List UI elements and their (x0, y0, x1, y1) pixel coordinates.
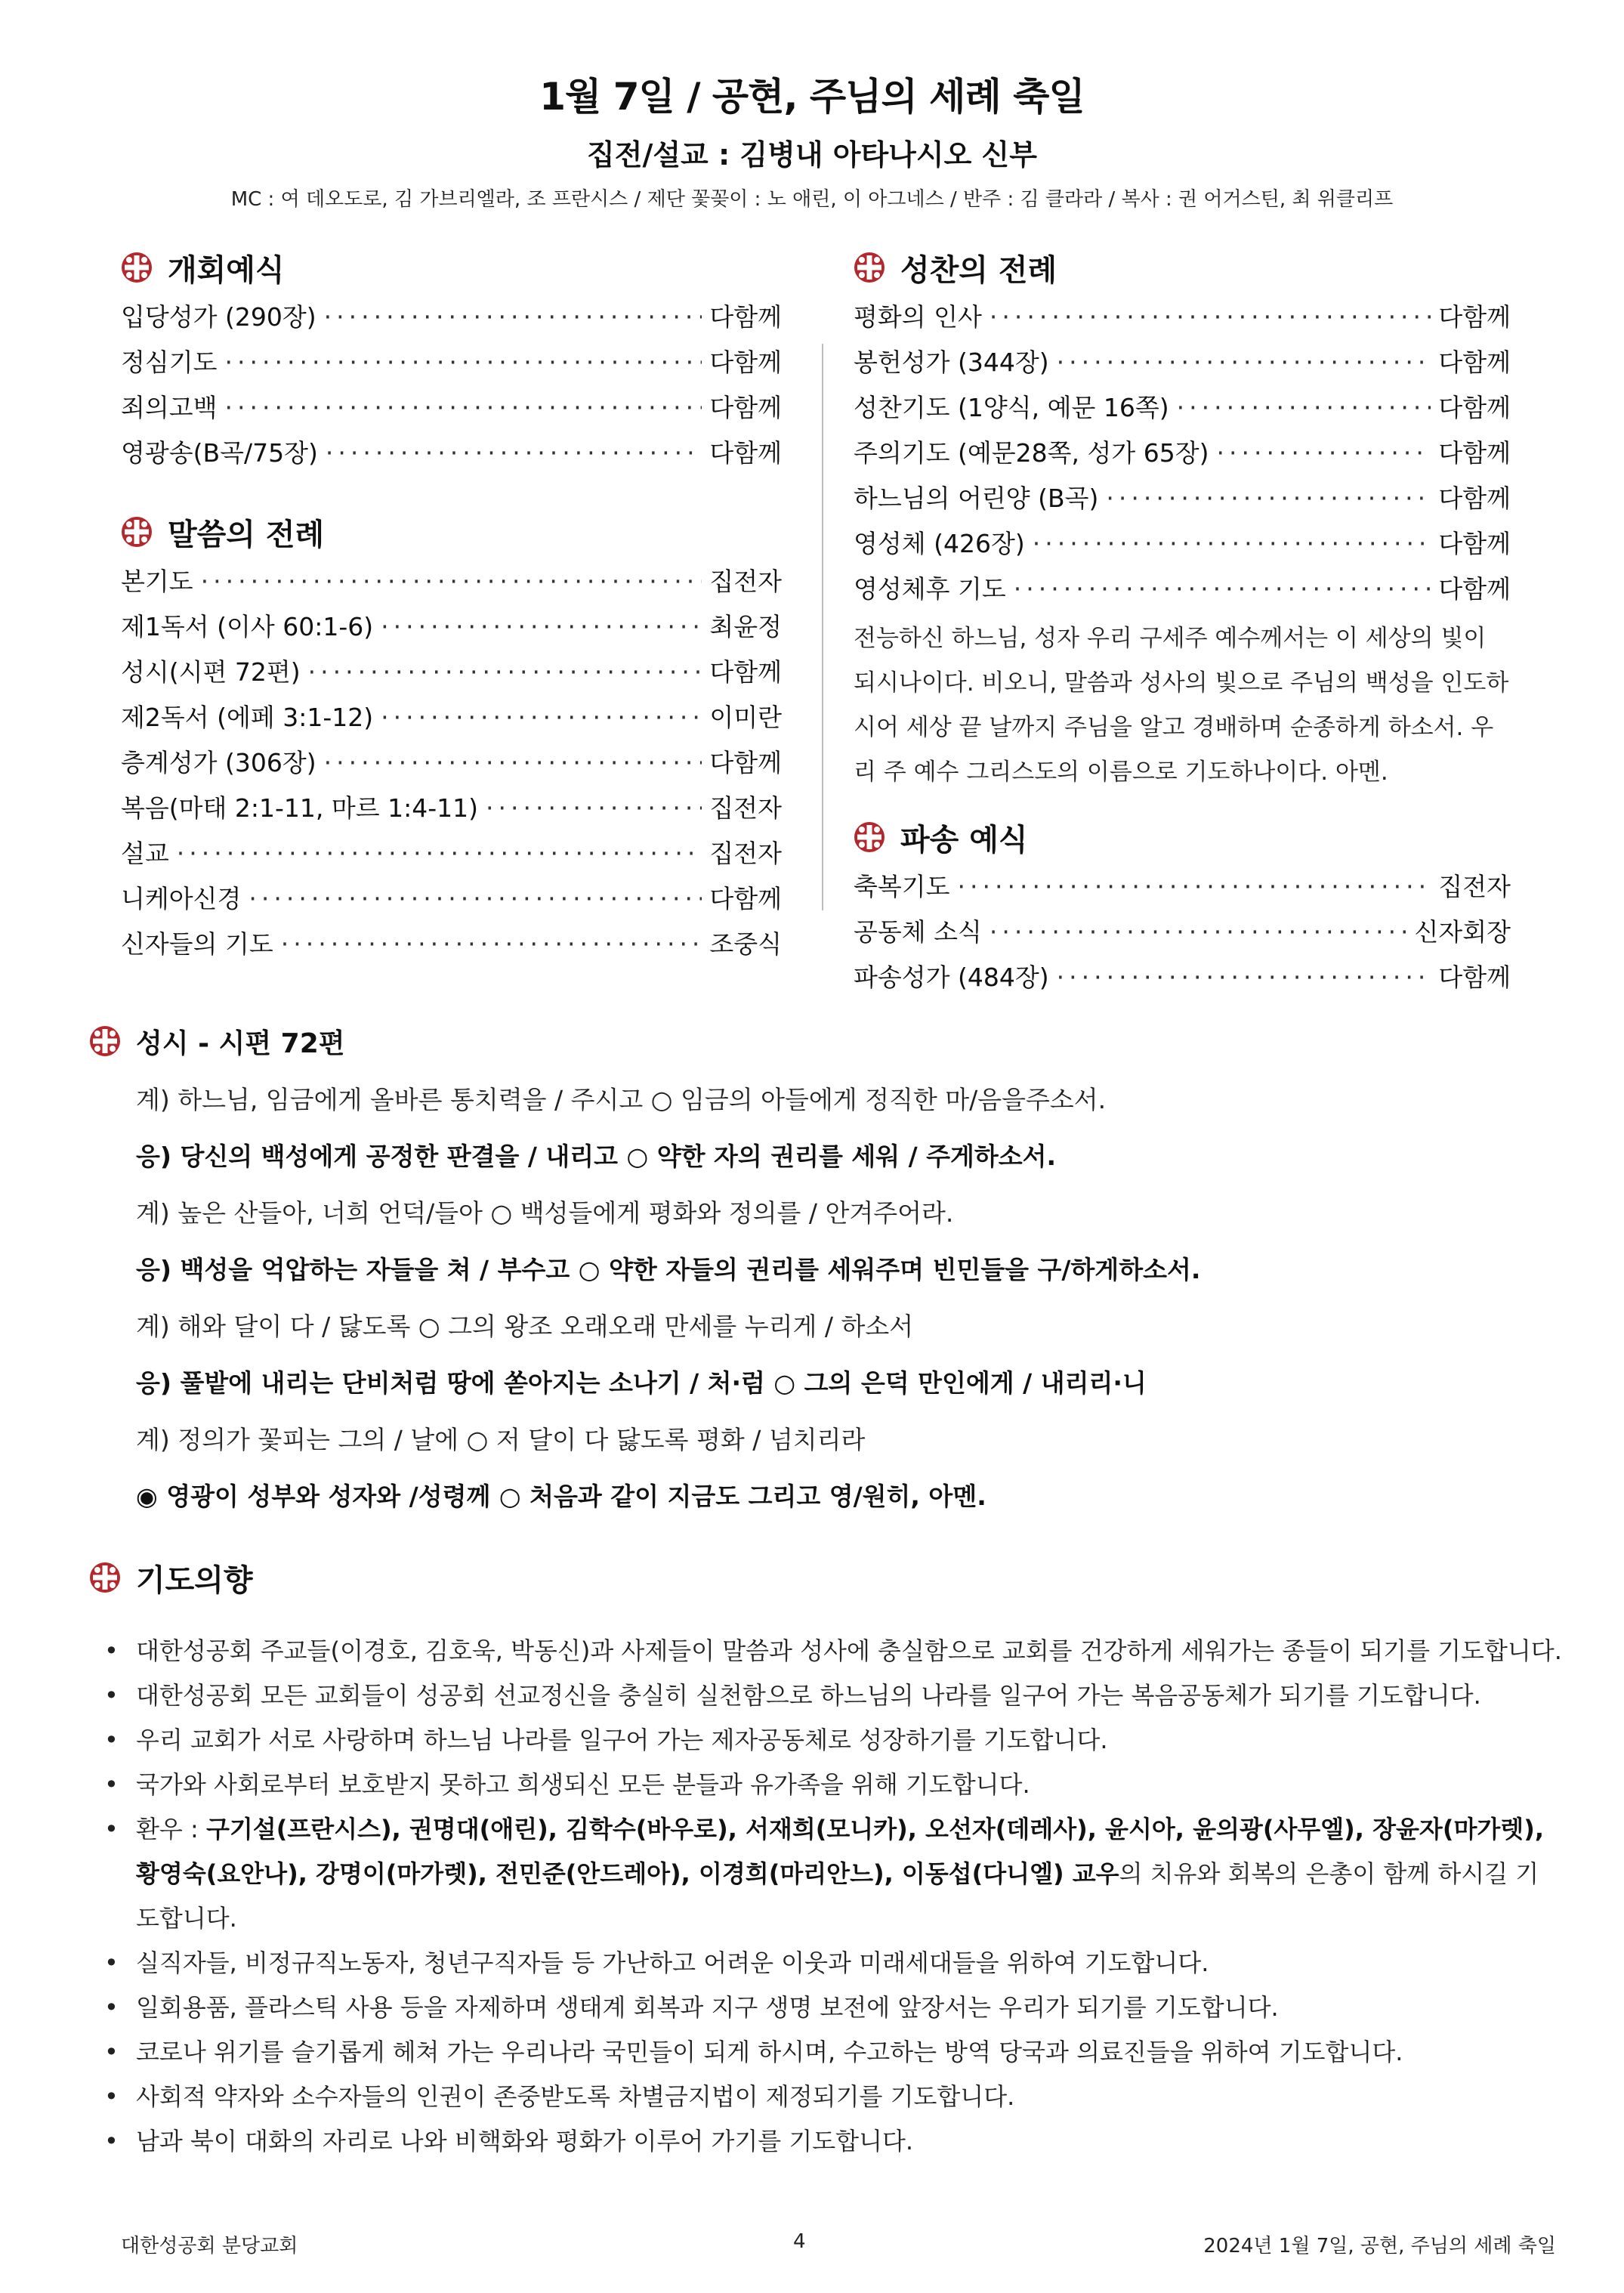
bullet-icon: • (104, 1636, 119, 1665)
dot-leader (381, 604, 702, 650)
service-item-label: 입당성가 (290장) (121, 302, 316, 332)
page-title: 1월 7일 / 공현, 주님의 세례 축일 (539, 75, 1085, 119)
service-item (121, 876, 782, 922)
footer-church-name: 대한성공회 분당교회 (121, 2235, 298, 2257)
service-item (121, 695, 782, 740)
service-item (854, 567, 1511, 612)
celebrant-line: 집전/설교 : 김병내 아타나시오 신부 (587, 138, 1037, 172)
service-item (121, 604, 782, 650)
dot-leader (1216, 431, 1431, 476)
intention-item (89, 1986, 1562, 2030)
service-item-label: 평화의 인사 (854, 302, 982, 332)
dot-leader (1033, 521, 1431, 567)
dot-leader (249, 876, 702, 922)
service-item-leader: 다함께 (1438, 302, 1511, 332)
service-item (854, 295, 1511, 340)
dot-leader (324, 740, 702, 786)
psalm-versicle-line: 계) 높은 산들아, 너희 언덕/들아 ○ 백성들에게 평화와 정의를 / 안겨주어라. (136, 1198, 954, 1228)
service-item-label: 제2독서 (에페 3:1-12) (121, 703, 374, 732)
service-item-label: 정심기도 (121, 348, 218, 377)
service-item-label: 층계성가 (306장) (121, 748, 316, 777)
right-column (854, 240, 1511, 1000)
intention-item (89, 2119, 1562, 2164)
service-item-leader: 집전자 (1438, 872, 1511, 901)
intentions-section (89, 1550, 1562, 2164)
service-item (854, 476, 1511, 521)
section-heading-intentions (89, 1550, 1562, 1605)
section-title: 성시 - 시편 72편 (136, 1028, 345, 1059)
service-item (121, 922, 782, 967)
intention-text: 대한성공회 주교들(이경호, 김호욱, 박동신)과 사제들이 말씀과 성사에 충실함으로 교회를 건강하게 세워가는 종들이 되기를 기도합니다. (136, 1636, 1562, 1665)
service-item (121, 385, 782, 431)
eucharist-list (854, 295, 1511, 612)
dot-leader (1014, 567, 1431, 612)
word-list (121, 559, 782, 967)
service-item-leader: 집전자 (709, 567, 782, 596)
intention-text: 사회적 약자와 소수자들의 인권이 존중받도록 차별금지법이 제정되기를 기도합니다. (136, 2082, 1015, 2111)
service-item-label: 공동체 소식 (854, 917, 982, 947)
dot-leader (225, 385, 702, 431)
service-item-leader: 집전자 (709, 839, 782, 868)
dismissal-list (854, 864, 1511, 1000)
service-item (854, 431, 1511, 476)
service-item (854, 910, 1511, 955)
psalm-lines (136, 1071, 1562, 1525)
bullet-icon: • (104, 1681, 119, 1710)
service-item (121, 340, 782, 385)
service-item-leader: 집전자 (709, 793, 782, 823)
bullet-icon: • (104, 1815, 119, 1843)
service-item (121, 431, 782, 476)
service-item-leader: 다함께 (709, 302, 782, 332)
service-item-leader: 다함께 (1438, 393, 1511, 422)
service-item-leader: 다함께 (1438, 438, 1511, 468)
bullet-icon: • (104, 1770, 119, 1799)
dot-leader (1177, 385, 1431, 431)
psalm-response-line: 응) 백성을 억압하는 자들을 쳐 / 부수고 ○ 약한 자들의 권리를 세워주며 빈민들을 구/하게하소서. (136, 1255, 1201, 1284)
bullet-icon: • (104, 2082, 119, 2111)
service-item (121, 831, 782, 876)
intention-text: 남과 북이 대화의 자리로 나와 비핵화와 평화가 이루어 가기를 기도합니다. (136, 2127, 914, 2155)
section-title: 개회예식 (168, 252, 285, 288)
service-item-label: 영성체후 기도 (854, 574, 1006, 604)
intention-item (89, 1718, 1562, 1763)
dot-leader (308, 650, 702, 695)
section-heading-eucharist (854, 240, 1511, 295)
service-item-label: 성시(시편 72편) (121, 657, 301, 687)
intention-text: 코로나 위기를 슬기롭게 헤쳐 가는 우리나라 국민들이 되게 하시며, 수고하는 방역 당국과 의료진들을 위하여 기도합니다. (136, 2038, 1403, 2066)
service-item-label: 파송성가 (484장) (854, 963, 1049, 992)
service-item-leader: 이미란 (709, 703, 782, 732)
intention-item (89, 2075, 1562, 2119)
bullet-icon: • (104, 2127, 119, 2155)
service-item-leader: 다함께 (1438, 484, 1511, 513)
service-item-leader: 다함께 (1438, 529, 1511, 558)
bullet-icon: • (104, 1993, 119, 2022)
red-cross-icon (89, 1562, 121, 1593)
service-item-leader: 조중식 (709, 929, 782, 959)
dot-leader (1057, 340, 1431, 385)
service-item (854, 385, 1511, 431)
dot-leader (225, 340, 702, 385)
psalm-response-line: 응) 당신의 백성에게 공정한 판결을 / 내리고 ○ 약한 자의 권리를 세워 / 주게하소서. (136, 1142, 1057, 1171)
service-item-label: 주의기도 (예문28쪽, 성가 65장) (854, 438, 1209, 468)
service-item-label: 제1독서 (이사 60:1-6) (121, 612, 374, 641)
section-heading-psalm (89, 1014, 1562, 1068)
psalm-versicle-line: 계) 하느님, 임금에게 올바른 통치력을 / 주시고 ○ 임금의 아들에게 정직한 마/음을주소서. (136, 1085, 1107, 1114)
dot-leader (486, 786, 702, 831)
dot-leader (324, 295, 702, 340)
service-item-leader: 다함께 (709, 438, 782, 468)
bullet-icon: • (104, 2038, 119, 2066)
dot-leader (281, 922, 702, 967)
psalm-section (89, 1014, 1562, 1525)
sick-prefix: 환우 : (136, 1815, 206, 1843)
psalm-versicle-line: 계) 해와 달이 다 / 닳도록 ○ 그의 왕조 오래오래 만세를 누리게 / 하소서 (136, 1312, 914, 1341)
section-title: 파송 예식 (900, 822, 1028, 858)
intention-text: 실직자들, 비정규직노동자, 청년구직자들 등 가난하고 어려운 이웃과 미래세대들을 위하여 기도합니다. (136, 1948, 1209, 1977)
section-title: 기도의향 (136, 1562, 253, 1598)
bullet-icon: • (104, 1948, 119, 1977)
psalm-versicle-line: 계) 정의가 꽃피는 그의 / 날에 ○ 저 달이 다 닳도록 평화 / 넘치리라 (136, 1425, 866, 1454)
dot-leader (990, 295, 1431, 340)
sick-suffix: 의 치유와 회복의 은총이 함께 하시길 기도합니다. (136, 1859, 1539, 1933)
section-title: 성찬의 전례 (900, 252, 1057, 288)
red-cross-icon (854, 821, 885, 853)
service-item (121, 740, 782, 786)
intention-text: 일회용품, 플라스틱 사용 등을 자제하며 생태계 회복과 지구 생명 보전에 앞장서는 우리가 되기를 기도합니다. (136, 1993, 1279, 2022)
service-item-label: 죄의고백 (121, 393, 218, 422)
intention-item (89, 1941, 1562, 1986)
red-cross-icon (121, 516, 153, 548)
dot-leader (326, 431, 702, 476)
section-heading-word (121, 505, 782, 559)
intention-item (89, 2030, 1562, 2075)
service-item (854, 340, 1511, 385)
sick-names: 구기설(프란시스), 권명대(애린), 김학수(바우로), 서재희(모니카), 오선자(데레사), 윤시아, 윤의광(사무엘), 장윤자(마가렛), 황영숙(요안나), 강명이(마가렛), 전민준(안드레아), 이경희(마리안느), 이동섭(다니엘) 교우 (136, 1815, 1544, 1888)
service-item-leader: 다함께 (709, 884, 782, 913)
red-cross-icon (121, 252, 153, 283)
service-item (121, 559, 782, 604)
service-item-leader: 다함께 (709, 393, 782, 422)
service-item (121, 295, 782, 340)
section-heading-dismissal (854, 810, 1511, 864)
service-item-leader: 다함께 (709, 748, 782, 777)
intention-text: 대한성공회 모든 교회들이 성공회 선교정신을 충실히 실천함으로 하느님의 나라를 일구어 가는 복음공동체가 되기를 기도합니다. (136, 1681, 1481, 1710)
intentions-list (89, 1629, 1562, 2164)
service-item-label: 봉헌성가 (344장) (854, 348, 1049, 377)
service-item-label: 신자들의 기도 (121, 929, 273, 959)
service-item-label: 축복기도 (854, 872, 950, 901)
service-item-label: 설교 (121, 839, 169, 868)
intention-item (89, 1763, 1562, 1807)
service-item-label: 성찬기도 (1양식, 예문 16쪽) (854, 393, 1169, 422)
column-divider (822, 344, 823, 910)
service-item-leader: 다함께 (709, 657, 782, 687)
psalm-response-line: ◉ 영광이 성부와 성자와 /성령께 ○ 처음과 같이 지금도 그리고 영/원히, 아멘. (136, 1482, 986, 1511)
footer-date: 2024년 1월 7일, 공현, 주님의 세례 축일 (1203, 2235, 1556, 2257)
intention-text: 국가와 사회로부터 보호받지 못하고 희생되신 모든 분들과 유가족을 위해 기도합니다. (136, 1770, 1030, 1799)
service-item (121, 650, 782, 695)
dot-leader (990, 910, 1407, 955)
red-cross-icon (854, 252, 885, 283)
dot-leader (201, 559, 702, 604)
service-item-leader: 다함께 (1438, 348, 1511, 377)
dot-leader (381, 695, 702, 740)
service-item-leader: 신자회장 (1414, 917, 1511, 947)
bullet-icon: • (104, 1726, 119, 1754)
red-cross-icon (89, 1025, 121, 1057)
service-item-leader: 최윤정 (709, 612, 782, 641)
dot-leader (1106, 476, 1431, 521)
service-item-label: 영광송(B곡/75장) (121, 438, 318, 468)
service-item-label: 복음(마태 2:1-11, 마르 1:4-11) (121, 793, 478, 823)
intention-item (89, 1807, 1562, 1941)
service-item-leader: 다함께 (709, 348, 782, 377)
dot-leader (1057, 955, 1431, 1000)
section-heading-opening (121, 240, 782, 295)
service-item (121, 786, 782, 831)
service-item-leader: 다함께 (1438, 963, 1511, 992)
intention-text: 우리 교회가 서로 사랑하며 하느님 나라를 일구어 가는 제자공동체로 성장하기를 기도합니다. (136, 1726, 1108, 1754)
opening-list (121, 295, 782, 476)
service-item (854, 955, 1511, 1000)
service-credits: MC : 여 데오도로, 김 가브리엘라, 조 프란시스 / 제단 꽃꽂이 : 노 애린, 이 아그네스 / 반주 : 김 클라라 / 복사 : 권 어거스틴, 최 위클리프 (230, 188, 1394, 211)
service-item-label: 니케아신경 (121, 884, 242, 913)
left-column (121, 240, 782, 967)
psalm-response-line: 응) 풀밭에 내리는 단비처럼 땅에 쏟아지는 소나기 / 처·럼 ○ 그의 은덕 만인에게 / 내리리·니 (136, 1368, 1147, 1398)
dot-leader (177, 831, 702, 876)
post-communion-prayer: 전능하신 하느님, 성자 우리 구세주 예수께서는 이 세상의 빛이 되시나이다. 비오니, 말씀과 성사의 빛으로 주님의 백성을 인도하시어 세상 끝 날까지 주님을 알고 경배하며 순종하게 하소서. 우리 주 예수 그리스도의 이름으로 기도하나이다. 아멘. (854, 625, 1509, 786)
dot-leader (958, 864, 1431, 910)
service-item-label: 본기도 (121, 567, 193, 596)
service-item-label: 영성체 (426장) (854, 529, 1025, 558)
service-item-leader: 다함께 (1438, 574, 1511, 604)
intention-item (89, 1673, 1562, 1718)
service-item (854, 864, 1511, 910)
page-footer (121, 2230, 1556, 2261)
section-title: 말씀의 전례 (168, 517, 325, 552)
page-header (0, 66, 1624, 212)
service-item (854, 521, 1511, 567)
page-number: 4 (793, 2230, 806, 2253)
intention-item (89, 1629, 1562, 1673)
service-item-label: 하느님의 어린양 (B곡) (854, 484, 1099, 513)
